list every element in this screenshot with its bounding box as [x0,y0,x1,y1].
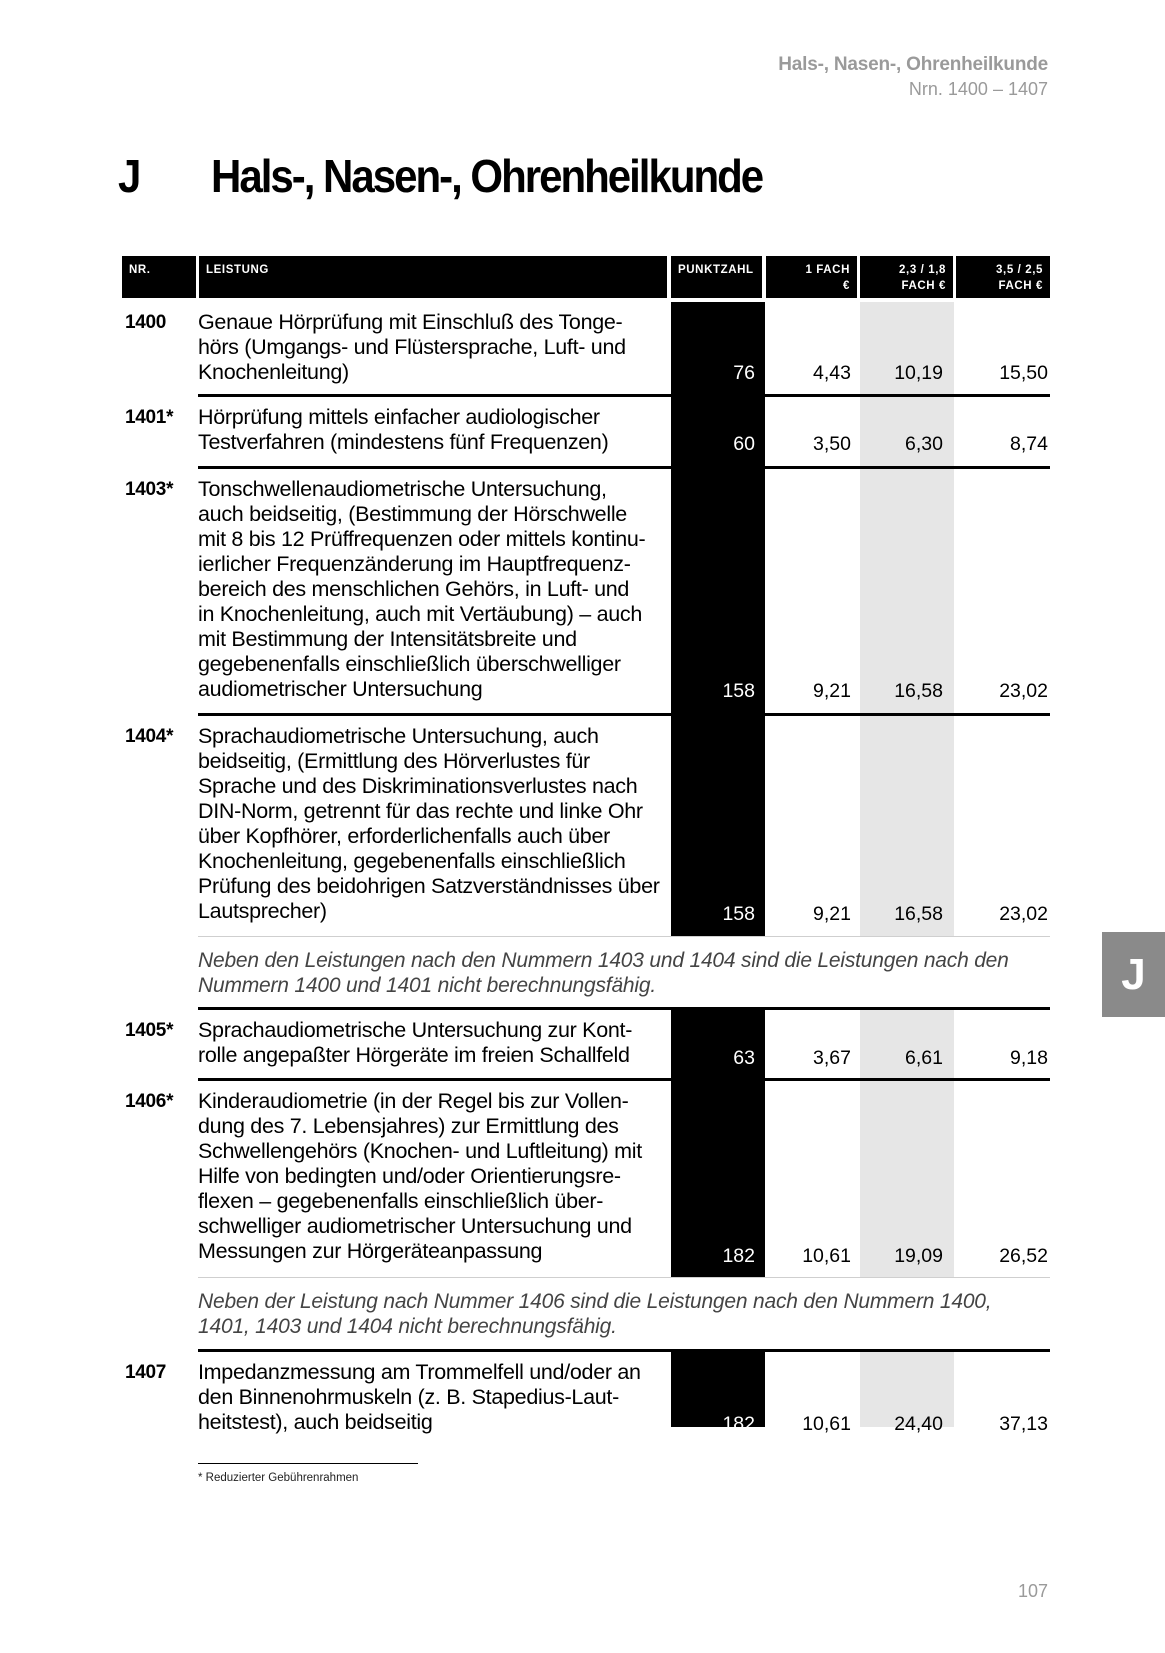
note-top-divider [198,936,1050,937]
row-fach2: 16,58 [894,680,943,702]
row-fach3: 9,18 [1010,1047,1048,1069]
header-fach3-l2: FACH € [998,280,1043,292]
row-fach2: 6,30 [905,433,943,455]
row-desc: Hörprüfung mittels einfacher audiologischer Testverfahren (mindestens fünf Frequenzen) [198,405,609,454]
row-punktzahl: 158 [722,680,755,702]
row-nr: 1407 [125,1362,167,1383]
row-desc: Genaue Hörprüfung mit Einschluß des Tonge- hörs (Umgangs- und Flüstersprache, Luft- und Knochenleitung) [198,310,626,384]
row-punktzahl: 182 [722,1413,755,1435]
row-desc: Impedanzmessung am Trommelfell und/oder an den Binnenohrmuskeln (z. B. Stapedius-Laut- heitstest), auch beidseitig [198,1360,641,1434]
row-punktzahl: 60 [733,433,755,455]
row-fach3: 26,52 [999,1245,1048,1267]
row-fach1: 9,21 [813,903,851,925]
footnote: * Reduzierter Gebührenrahmen [198,1472,359,1484]
header-fach2 [860,256,953,298]
row-nr: 1403* [125,479,174,500]
row-nr: 1405* [125,1020,174,1041]
row-fach2: 10,19 [894,362,943,384]
footnote-rule [198,1463,418,1464]
note-top-divider [198,1277,1050,1278]
row-nr: 1401* [125,407,174,428]
header-fach1 [766,256,857,298]
row-fach2: 6,61 [905,1047,943,1069]
row-nr: 1406* [125,1091,174,1112]
row-punktzahl: 182 [722,1245,755,1267]
header-fach1-l1: 1 FACH [805,264,850,276]
header-leistung: LEISTUNG [199,256,667,298]
row-punktzahl: 63 [733,1047,755,1069]
row-fach1: 3,50 [813,433,851,455]
row-punktzahl: 158 [722,903,755,925]
running-head-title: Hals-, Nasen-, Ohrenheilkunde [778,54,1048,75]
row-desc: Sprachaudiometrische Untersuchung zur Kont- rolle angepaßter Hörgeräte im freien Schallfeld [198,1018,633,1067]
row-fach3: 37,13 [999,1413,1048,1435]
table-row [122,1081,1050,1277]
table-row [122,469,1050,713]
running-head-range: Nrn. 1400 – 1407 [908,79,1048,99]
row-fach3: 15,50 [999,362,1048,384]
header-fach2-l1: 2,3 / 1,8 [899,264,946,276]
chapter-side-tab: J [1102,932,1165,1017]
header-fach3 [956,256,1050,298]
row-fach3: 23,02 [999,680,1048,702]
row-fach3: 8,74 [1010,433,1048,455]
row-fach3: 23,02 [999,903,1048,925]
row-fach1: 3,67 [813,1047,851,1069]
row-fach1: 10,61 [802,1413,851,1435]
header-fach2-l2: FACH € [901,280,946,292]
row-fach1: 9,21 [813,680,851,702]
header-fach3-l1: 3,5 / 2,5 [996,264,1043,276]
row-desc: Tonschwellenaudiometrische Untersuchung, auch beidseitig, (Bestimmung der Hörschwelle mit 8 bis 12 Prüffrequenzen oder mittels kontinu- ierlicher Frequenzänderung im Hauptfrequenz- bereich des menschlichen Gehörs, in Luft- und in Knochenleitung, auch mit Vertäubung) – auch mit Bestimmung der Intensitätsbreite und gegebenenfalls einschließlich überschwelliger audiometrischer Untersuchung [198,477,646,701]
header-fach1-l2: € [843,280,850,292]
table-row [122,397,1050,465]
row-fach1: 4,43 [813,362,851,384]
row-fach2: 19,09 [894,1245,943,1267]
row-fach1: 10,61 [802,1245,851,1267]
table-row [122,302,1050,394]
header-punktzahl: PUNKTZAHL [671,256,762,298]
row-nr: 1404* [125,726,174,747]
row-fach2: 24,40 [894,1413,943,1435]
note-text: Neben den Leistungen nach den Nummern 1403 und 1404 sind die Leistungen nach den Nummern 1400 und 1401 nicht berechnungsfähig. [198,949,1009,997]
row-punktzahl: 76 [733,362,755,384]
table-row [122,1010,1050,1078]
running-head [778,53,1048,101]
row-nr: 1400 [125,312,167,333]
row-desc: Sprachaudiometrische Untersuchung, auch beidseitig, (Ermittlung des Hörverlustes für Sprache und des Diskriminationsverlustes nach DIN-Norm, getrennt für das rechte und linke Ohr über Kopfhörer, erforderlichenfalls auch über Knochenleitung, gegebenenfalls einschließlich Prüfung des beidohrigen Satzverständnisses über Lautsprecher) [198,724,660,923]
table-row [122,716,1050,936]
chapter-letter: J [118,150,141,202]
row-desc: Kinderaudiometrie (in der Regel bis zur Vollen- dung des 7. Lebensjahres) zur Ermittlung des Schwellengehörs (Knochen- und Luftleitung) mit Hilfe von bedingten und/oder Orientierungsre- flexen – gegebenenfalls einschließlich über- schwelliger audiometrischer Untersuchung und Messungen zur Hörgeräteanpassung [198,1089,642,1263]
table-row [122,1352,1050,1435]
page-number: 107 [1017,1581,1048,1601]
row-fach2: 16,58 [894,903,943,925]
chapter-title: Hals-, Nasen-, Ohrenheilkunde [211,150,763,202]
note-text: Neben der Leistung nach Nummer 1406 sind die Leistungen nach den Nummern 1400, 1401, 1403 und 1404 nicht berechnungsfähig. [198,1290,992,1338]
header-nr: NR. [122,256,196,298]
